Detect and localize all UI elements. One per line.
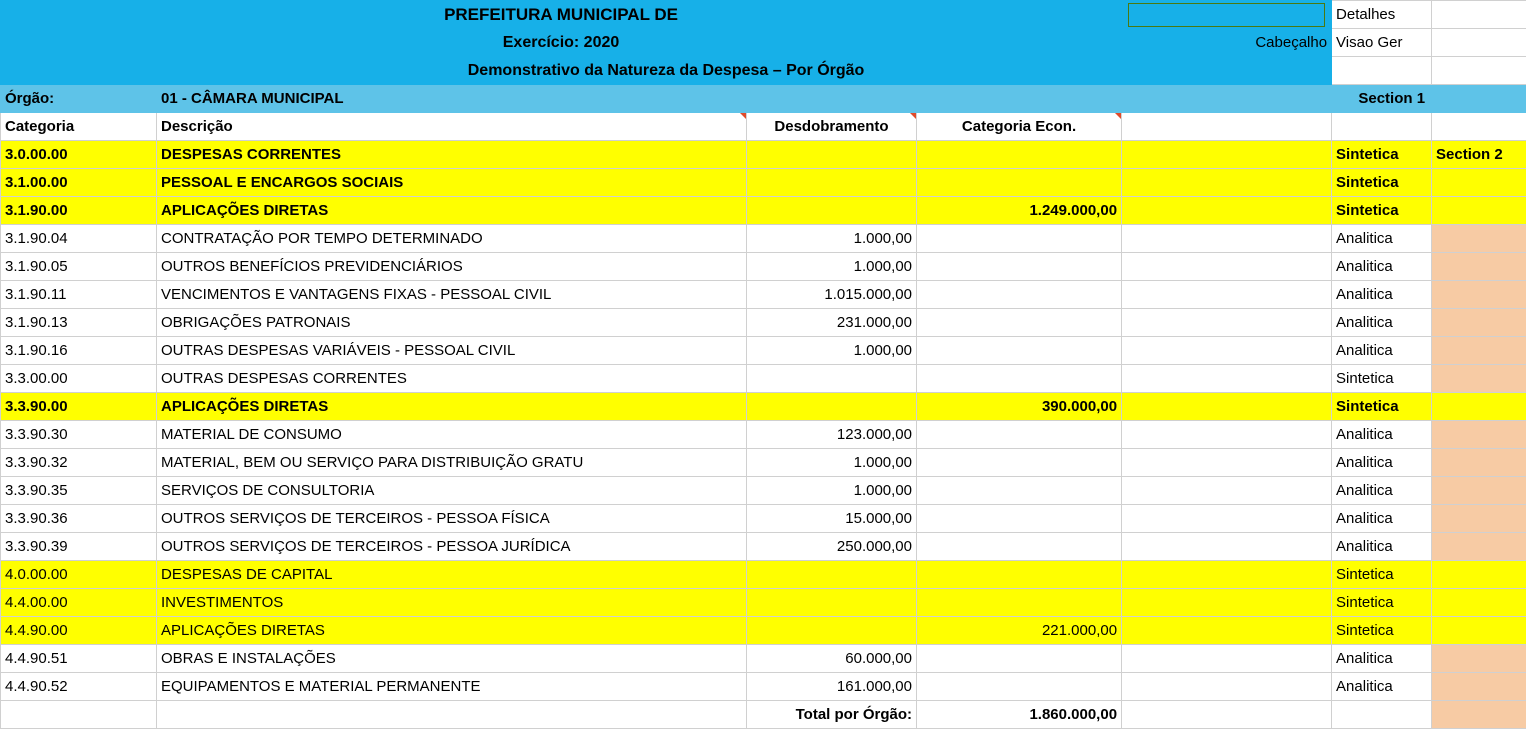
section-2-band <box>1432 281 1526 309</box>
section-2-band <box>1432 533 1526 561</box>
cell-tipo: Analitica <box>1332 533 1432 561</box>
cell-categoria-econ <box>917 477 1122 505</box>
cell-descricao: OUTROS SERVIÇOS DE TERCEIROS - PESSOA JURÍDICA <box>157 533 747 561</box>
table-row[interactable] <box>1 505 1526 533</box>
cell-descricao: OUTRAS DESPESAS CORRENTES <box>157 365 747 393</box>
cell-desdobramento <box>747 617 917 645</box>
section-2-band-end <box>1432 701 1526 729</box>
cell-desdobramento: 60.000,00 <box>747 645 917 673</box>
cell-descricao: OBRIGAÇÕES PATRONAIS <box>157 309 747 337</box>
cell-desdobramento: 15.000,00 <box>747 505 917 533</box>
cell-descricao: EQUIPAMENTOS E MATERIAL PERMANENTE <box>157 673 747 701</box>
col-header-tipo <box>1332 113 1432 141</box>
section-2-band <box>1432 393 1526 421</box>
cell-desdobramento: 1.015.000,00 <box>747 281 917 309</box>
cell-categoria: 3.3.00.00 <box>1 365 157 393</box>
col-header-desdobramento: Desdobramento <box>747 113 917 141</box>
col-header-categoria-econ: Categoria Econ. <box>917 113 1122 141</box>
table-row[interactable] <box>1 477 1526 505</box>
col-header-blank <box>1122 113 1332 141</box>
cell-tipo: Analitica <box>1332 673 1432 701</box>
cell-categoria-econ <box>917 281 1122 309</box>
cell-desdobramento: 1.000,00 <box>747 253 917 281</box>
cell-blank <box>1122 337 1332 365</box>
report-subtitle: Demonstrativo da Natureza da Despesa – Por Órgão <box>1 57 1332 85</box>
cell-categoria-econ <box>917 421 1122 449</box>
table-row[interactable] <box>1 673 1526 701</box>
cell-blank <box>1122 589 1332 617</box>
report-title: PREFEITURA MUNICIPAL DE <box>1 1 1122 29</box>
total-label: Total por Órgão: <box>747 701 917 729</box>
cell-categoria: 3.3.90.35 <box>1 477 157 505</box>
col-header-categoria: Categoria <box>1 113 157 141</box>
cell-categoria: 4.4.00.00 <box>1 589 157 617</box>
cell-categoria: 3.1.00.00 <box>1 169 157 197</box>
cell-blank <box>1122 645 1332 673</box>
total-blank-4 <box>1332 701 1432 729</box>
cell-blank <box>1122 673 1332 701</box>
cell-desdobramento: 1.000,00 <box>747 337 917 365</box>
cell-tipo: Sintetica <box>1332 365 1432 393</box>
cell-categoria: 3.1.90.11 <box>1 281 157 309</box>
total-row <box>1 701 1526 729</box>
cell-tipo: Sintetica <box>1332 589 1432 617</box>
section-2-label: Section 2 <box>1432 141 1526 169</box>
cell-tipo: Analitica <box>1332 253 1432 281</box>
cell-desdobramento: 123.000,00 <box>747 421 917 449</box>
report-exercicio: Exercício: 2020 <box>1 29 1122 57</box>
cell-descricao: APLICAÇÕES DIRETAS <box>157 393 747 421</box>
cell-categoria: 3.3.90.32 <box>1 449 157 477</box>
cell-desdobramento: 231.000,00 <box>747 309 917 337</box>
cell-categoria-econ: 1.249.000,00 <box>917 197 1122 225</box>
table-row[interactable] <box>1 225 1526 253</box>
section-2-band <box>1432 617 1526 645</box>
cell-desdobramento: 1.000,00 <box>747 225 917 253</box>
cell-categoria-econ <box>917 365 1122 393</box>
cell-categoria: 3.3.90.39 <box>1 533 157 561</box>
section-2-band <box>1432 169 1526 197</box>
cell-blank <box>1122 281 1332 309</box>
total-blank-categoria <box>1 701 157 729</box>
cell-categoria-econ <box>917 645 1122 673</box>
cell-desdobramento <box>747 365 917 393</box>
cell-categoria-econ <box>917 449 1122 477</box>
cell-tipo: Sintetica <box>1332 561 1432 589</box>
table-row[interactable] <box>1 197 1526 225</box>
section-2-band <box>1432 253 1526 281</box>
cell-desdobramento: 161.000,00 <box>747 673 917 701</box>
section-1-spacer <box>1432 85 1526 113</box>
cell-descricao: DESPESAS DE CAPITAL <box>157 561 747 589</box>
total-value: 1.860.000,00 <box>917 701 1122 729</box>
table-row[interactable] <box>1 337 1526 365</box>
cell-blank <box>1122 505 1332 533</box>
detalhes-label[interactable]: Detalhes <box>1332 1 1432 29</box>
cell-descricao: APLICAÇÕES DIRETAS <box>157 197 747 225</box>
cell-categoria: 3.1.90.05 <box>1 253 157 281</box>
cell-categoria-econ: 390.000,00 <box>917 393 1122 421</box>
cell-descricao: OUTROS SERVIÇOS DE TERCEIROS - PESSOA FÍSICA <box>157 505 747 533</box>
cell-categoria-econ <box>917 141 1122 169</box>
section-1-label: Section 1 <box>1332 85 1432 113</box>
table-row[interactable] <box>1 141 1526 169</box>
cell-tipo: Analitica <box>1332 281 1432 309</box>
cell-blank <box>1122 477 1332 505</box>
section-2-band <box>1432 673 1526 701</box>
total-blank-descricao <box>157 701 747 729</box>
cell-desdobramento: 250.000,00 <box>747 533 917 561</box>
table-row[interactable] <box>1 617 1526 645</box>
cell-categoria-econ <box>917 589 1122 617</box>
cell-categoria: 4.0.00.00 <box>1 561 157 589</box>
orgao-row <box>1 85 1526 113</box>
cell-blank <box>1122 365 1332 393</box>
header-row-3 <box>1 57 1526 85</box>
table-row[interactable] <box>1 449 1526 477</box>
cell-descricao: PESSOAL E ENCARGOS SOCIAIS <box>157 169 747 197</box>
table-row[interactable] <box>1 365 1526 393</box>
cell-blank <box>1122 421 1332 449</box>
cabecalho-button[interactable] <box>1122 1 1332 29</box>
cell-descricao: DESPESAS CORRENTES <box>157 141 747 169</box>
cell-categoria: 4.4.90.52 <box>1 673 157 701</box>
table-row[interactable] <box>1 281 1526 309</box>
column-header-row <box>1 113 1526 141</box>
empty-cell-right-2 <box>1432 29 1526 57</box>
table-row[interactable] <box>1 253 1526 281</box>
cell-blank <box>1122 617 1332 645</box>
cell-blank <box>1122 533 1332 561</box>
cell-categoria-econ <box>917 505 1122 533</box>
cell-categoria: 3.1.90.13 <box>1 309 157 337</box>
cell-categoria-econ <box>917 225 1122 253</box>
empty-cell-right-3 <box>1332 57 1432 85</box>
cell-tipo: Analitica <box>1332 449 1432 477</box>
section-2-band <box>1432 505 1526 533</box>
cell-categoria-econ <box>917 337 1122 365</box>
cell-tipo: Sintetica <box>1332 617 1432 645</box>
cell-descricao: VENCIMENTOS E VANTAGENS FIXAS - PESSOAL CIVIL <box>157 281 747 309</box>
cell-blank <box>1122 169 1332 197</box>
table-row[interactable] <box>1 393 1526 421</box>
section-2-band <box>1432 225 1526 253</box>
cabecalho-label: Cabeçalho <box>1122 29 1332 57</box>
cell-tipo: Analitica <box>1332 225 1432 253</box>
table-row[interactable] <box>1 533 1526 561</box>
cell-categoria: 4.4.90.00 <box>1 617 157 645</box>
total-blank-3 <box>1122 701 1332 729</box>
cell-tipo: Analitica <box>1332 337 1432 365</box>
header-row-1 <box>1 1 1526 29</box>
cell-blank <box>1122 141 1332 169</box>
empty-cell-right-3b <box>1432 57 1526 85</box>
section-2-band <box>1432 365 1526 393</box>
cell-tipo: Sintetica <box>1332 197 1432 225</box>
table-row[interactable] <box>1 561 1526 589</box>
cell-tipo: Sintetica <box>1332 393 1432 421</box>
cell-categoria-econ <box>917 169 1122 197</box>
cell-tipo: Analitica <box>1332 645 1432 673</box>
cell-tipo: Analitica <box>1332 421 1432 449</box>
cell-desdobramento <box>747 169 917 197</box>
cell-categoria: 3.0.00.00 <box>1 141 157 169</box>
col-header-section2-spacer <box>1432 113 1526 141</box>
cell-descricao: MATERIAL, BEM OU SERVIÇO PARA DISTRIBUIÇÃO GRATU <box>157 449 747 477</box>
cell-blank <box>1122 309 1332 337</box>
section-2-band <box>1432 337 1526 365</box>
cell-categoria: 3.3.90.00 <box>1 393 157 421</box>
cell-descricao: MATERIAL DE CONSUMO <box>157 421 747 449</box>
table-row[interactable] <box>1 421 1526 449</box>
cell-descricao: OUTROS BENEFÍCIOS PREVIDENCIÁRIOS <box>157 253 747 281</box>
cell-categoria-econ <box>917 533 1122 561</box>
header-row-2 <box>1 29 1526 57</box>
cabecalho-button-box[interactable] <box>1128 3 1325 27</box>
cell-categoria-econ: 221.000,00 <box>917 617 1122 645</box>
cell-desdobramento <box>747 197 917 225</box>
cell-descricao: INVESTIMENTOS <box>157 589 747 617</box>
table-row[interactable] <box>1 309 1526 337</box>
section-2-band <box>1432 309 1526 337</box>
section-2-band <box>1432 197 1526 225</box>
cell-descricao: OBRAS E INSTALAÇÕES <box>157 645 747 673</box>
empty-cell-top-right <box>1432 1 1526 29</box>
cell-tipo: Sintetica <box>1332 141 1432 169</box>
cell-descricao: CONTRATAÇÃO POR TEMPO DETERMINADO <box>157 225 747 253</box>
orgao-value: 01 - CÂMARA MUNICIPAL <box>157 85 1332 113</box>
cell-desdobramento <box>747 393 917 421</box>
cell-blank <box>1122 561 1332 589</box>
section-2-band <box>1432 589 1526 617</box>
table-row[interactable] <box>1 645 1526 673</box>
col-header-descricao: Descrição <box>157 113 747 141</box>
cell-categoria: 3.3.90.30 <box>1 421 157 449</box>
cell-descricao: APLICAÇÕES DIRETAS <box>157 617 747 645</box>
section-2-band <box>1432 477 1526 505</box>
orgao-label: Órgão: <box>1 85 157 113</box>
cell-tipo: Analitica <box>1332 477 1432 505</box>
cell-desdobramento <box>747 141 917 169</box>
cell-categoria: 3.1.90.16 <box>1 337 157 365</box>
section-2-band <box>1432 561 1526 589</box>
table-row[interactable] <box>1 169 1526 197</box>
cell-desdobramento: 1.000,00 <box>747 449 917 477</box>
cell-blank <box>1122 225 1332 253</box>
visao-ger-label[interactable]: Visao Ger <box>1332 29 1432 57</box>
cell-blank <box>1122 253 1332 281</box>
table-row[interactable] <box>1 589 1526 617</box>
cell-descricao: OUTRAS DESPESAS VARIÁVEIS - PESSOAL CIVIL <box>157 337 747 365</box>
cell-categoria-econ <box>917 673 1122 701</box>
section-2-band <box>1432 421 1526 449</box>
cell-desdobramento <box>747 561 917 589</box>
cell-categoria: 3.3.90.36 <box>1 505 157 533</box>
cell-desdobramento <box>747 589 917 617</box>
cell-categoria: 3.1.90.00 <box>1 197 157 225</box>
cell-tipo: Sintetica <box>1332 169 1432 197</box>
section-2-band <box>1432 449 1526 477</box>
cell-categoria-econ <box>917 561 1122 589</box>
section-2-band <box>1432 645 1526 673</box>
cell-desdobramento: 1.000,00 <box>747 477 917 505</box>
cell-categoria: 3.1.90.04 <box>1 225 157 253</box>
cell-tipo: Analitica <box>1332 309 1432 337</box>
cell-categoria-econ <box>917 253 1122 281</box>
cell-descricao: SERVIÇOS DE CONSULTORIA <box>157 477 747 505</box>
cell-tipo: Analitica <box>1332 505 1432 533</box>
cell-blank <box>1122 449 1332 477</box>
cell-categoria: 4.4.90.51 <box>1 645 157 673</box>
cell-blank <box>1122 393 1332 421</box>
cell-categoria-econ <box>917 309 1122 337</box>
cell-blank <box>1122 197 1332 225</box>
